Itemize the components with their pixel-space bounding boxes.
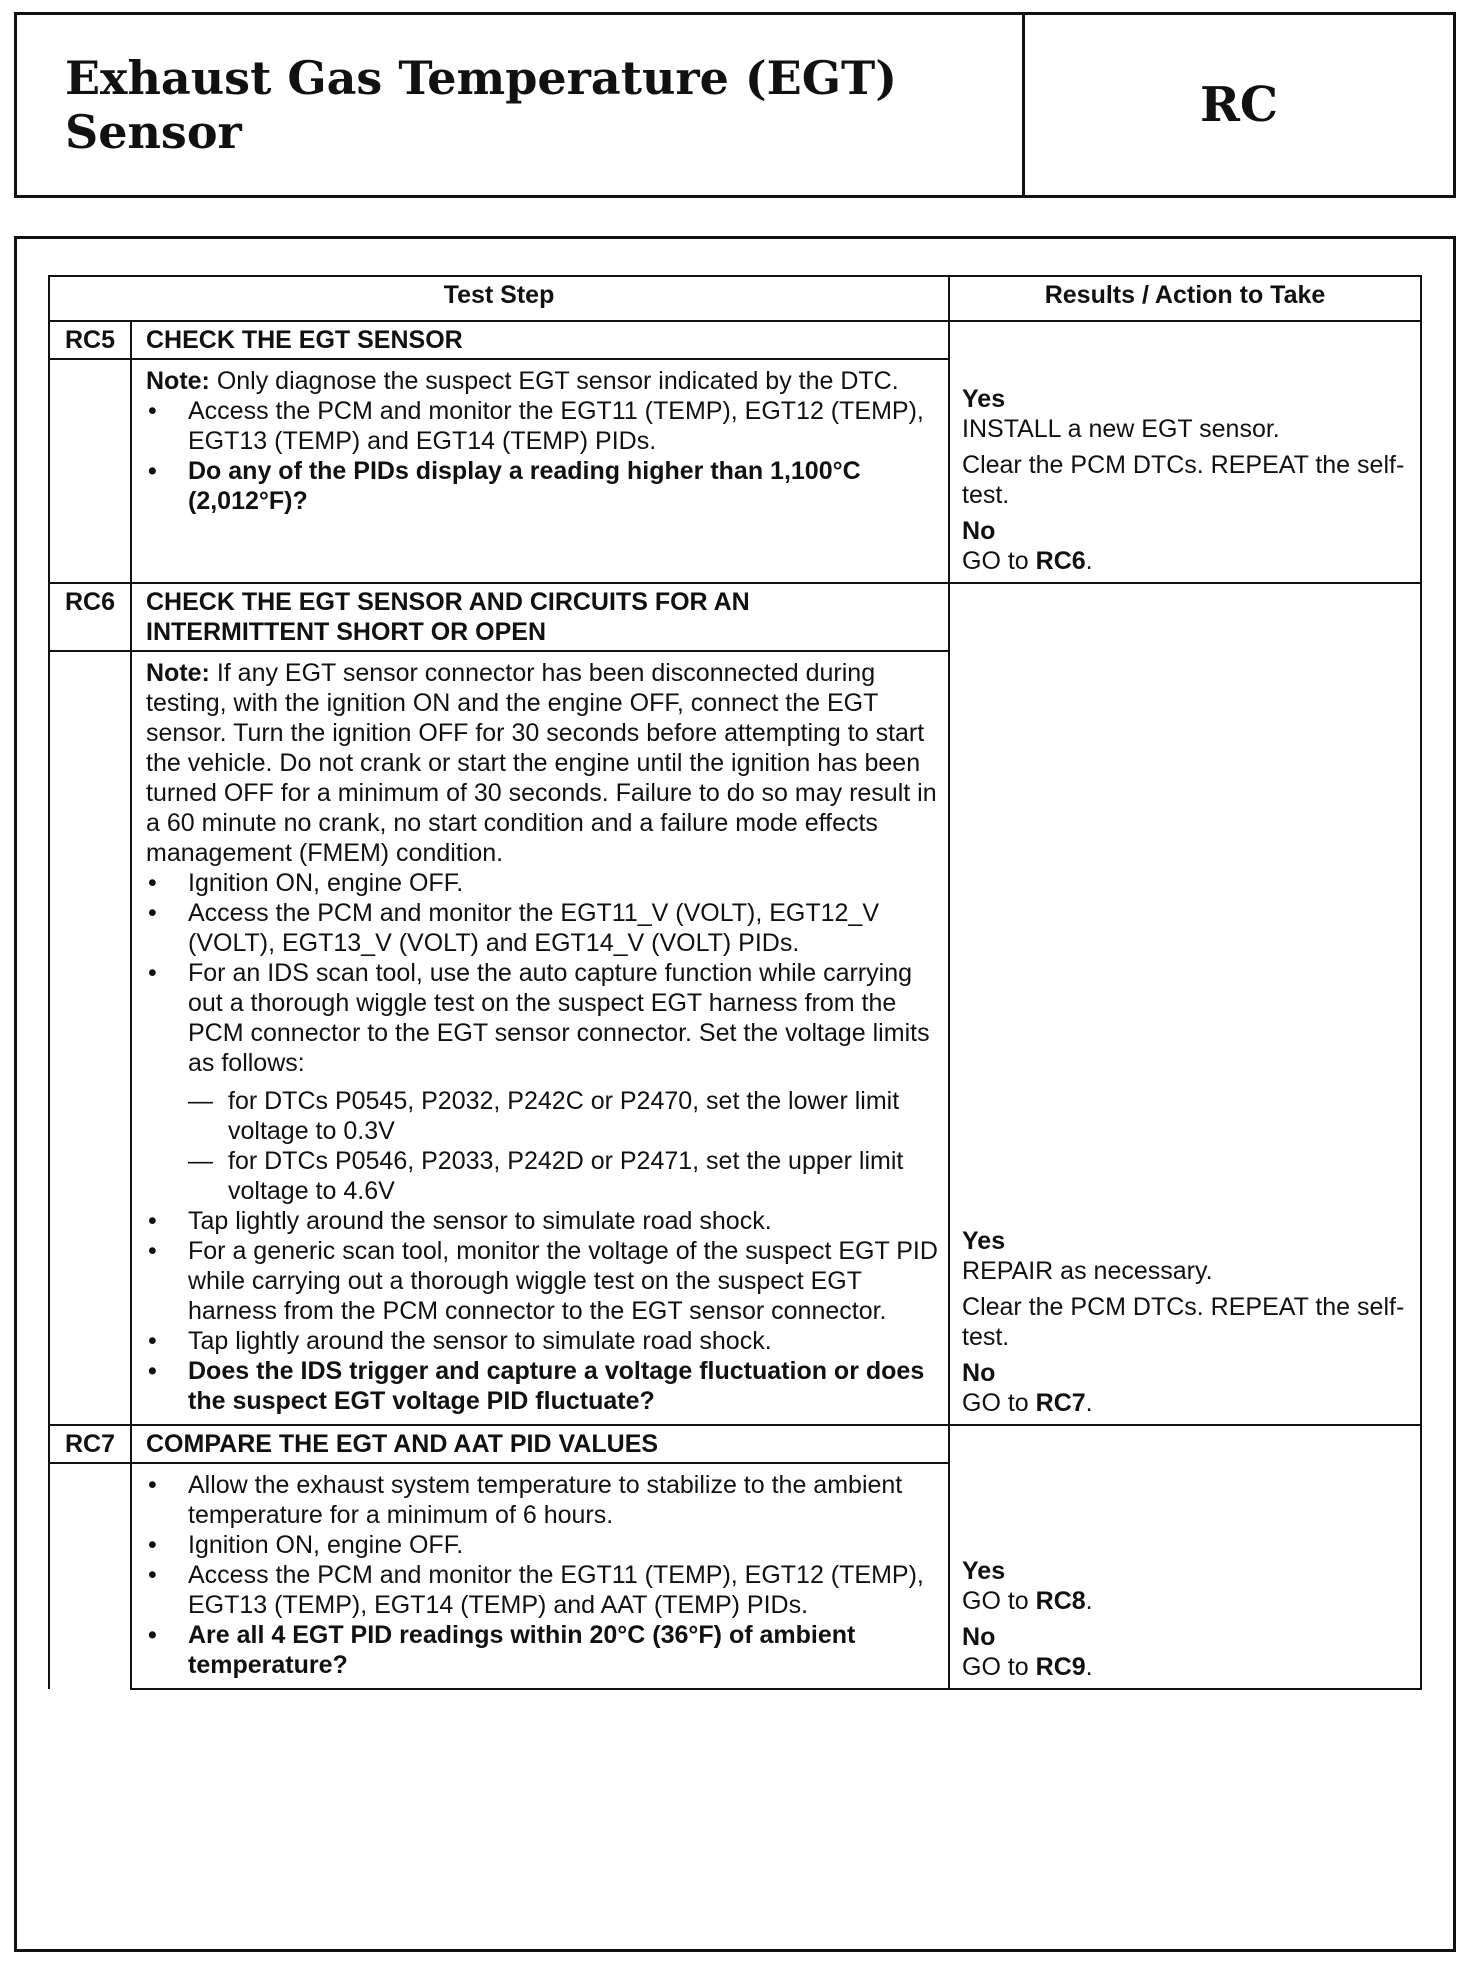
step-bullet: • Tap lightly around the sensor to simulate road shock. [146,1206,938,1236]
step-bullet: • Tap lightly around the sensor to simulate road shock. [146,1326,938,1356]
results-rc5 [949,321,1421,583]
step-note [146,658,938,868]
goto-end: . [1085,547,1093,575]
result-no-goto [962,546,1412,576]
step-bullet: • Ignition ON, engine OFF. [146,1530,938,1560]
result-yes-action: INSTALL a new EGT sensor. [962,415,1280,443]
step-bullet: • Allow the exhaust system temperature to stabilize to the ambient temperature for a minimum of 6 hours. [146,1470,938,1530]
step-title-rc7: COMPARE THE EGT AND AAT PID VALUES [131,1425,949,1463]
column-header-test-step: Test Step [49,276,949,321]
voltage-limit-item: — for DTCs P0545, P2032, P242C or P2470, set the lower limit voltage to 0.3V [188,1086,938,1146]
step-bullet-list [146,1470,938,1680]
result-yes-label: Yes [962,1557,1006,1585]
goto-text: GO to [962,1587,1036,1615]
result-yes-goto [962,1586,1412,1616]
result-no-label: No [962,1359,996,1387]
result-no-label: No [962,1623,996,1651]
voltage-limit-item: — for DTCs P0546, P2033, P242D or P2471, set the upper limit voltage to 4.6V [188,1146,938,1206]
step-note [146,366,938,396]
page-header [14,12,1456,198]
results-rc6 [949,583,1421,1425]
note-text: Only diagnose the suspect EGT sensor indicated by the DTC. [209,367,899,395]
test-step-table [48,275,1422,1690]
result-yes-label: Yes [962,1227,1006,1255]
result-no-goto [962,1388,1412,1418]
result-yes-extra: Clear the PCM DTCs. REPEAT the self-test. [962,1293,1405,1351]
id-spacer [49,359,131,583]
result-yes-extra: Clear the PCM DTCs. REPEAT the self-test. [962,451,1405,509]
step-bullet: • Access the PCM and monitor the EGT11 (TEMP), EGT12 (TEMP), EGT13 (TEMP) and EGT14 (TEMP) PIDs. [146,396,938,456]
goto-step-ref: RC8 [1035,1587,1086,1615]
goto-step-ref: RC6 [1035,547,1086,575]
note-label: Note: [146,659,210,687]
goto-end: . [1085,1587,1093,1615]
goto-end: . [1085,1389,1093,1417]
goto-text: GO to [962,1653,1036,1681]
step-bullet: • Access the PCM and monitor the EGT11_V (VOLT), EGT12_V (VOLT), EGT13_V (VOLT) and EGT14_V (VOLT) PIDs. [146,898,938,958]
step-question: • Are all 4 EGT PID readings within 20°C (36°F) of ambient temperature? [146,1620,938,1680]
goto-step-ref: RC9 [1035,1653,1086,1681]
step-body-rc7 [131,1463,949,1689]
step-id-rc5: RC5 [49,321,131,359]
note-text: If any EGT sensor connector has been disconnected during testing, with the ignition ON and the engine OFF, connect the EGT sensor. Turn the ignition OFF for 30 seconds before attempting to start the vehicle. Do not crank or start the engine until the ignition has been turned OFF for a minimum of 30 seconds. Failure to do so may result in a 60 minute no crank, no start condition and a failure mode effects management (FMEM) condition. [146,659,937,867]
step-body-rc6 [131,651,949,1425]
column-header-results: Results / Action to Take [949,276,1421,321]
step-question: • Does the IDS trigger and capture a voltage fluctuation or does the suspect EGT voltage PID fluctuate? [146,1356,938,1416]
step-title-rc6: CHECK THE EGT SENSOR AND CIRCUITS FOR AN INTERMITTENT SHORT OR OPEN [131,583,949,651]
result-no-goto [962,1652,1412,1682]
step-id-rc7: RC7 [49,1425,131,1463]
id-spacer [49,651,131,1425]
voltage-limit-list [188,1086,938,1206]
step-bullet-list [146,868,938,1416]
step-question: • Do any of the PIDs display a reading higher than 1,100°C (2,012°F)? [146,456,938,516]
step-rc6-heading-row [49,583,1421,651]
step-bullet: • Access the PCM and monitor the EGT11 (TEMP), EGT12 (TEMP), EGT13 (TEMP), EGT14 (TEMP) and AAT (TEMP) PIDs. [146,1560,938,1620]
results-rc7 [949,1425,1421,1689]
page-title: Exhaust Gas Temperature (EGT) Sensor [17,15,1025,195]
step-title-rc5: CHECK THE EGT SENSOR [131,321,949,359]
goto-end: . [1085,1653,1093,1681]
id-spacer [49,1463,131,1689]
step-rc5-heading-row [49,321,1421,359]
goto-text: GO to [962,547,1036,575]
step-bullet: • Ignition ON, engine OFF. [146,868,938,898]
result-no-label: No [962,517,996,545]
table-header-row [49,276,1421,321]
step-bullet-text: For an IDS scan tool, use the auto capture function while carrying out a thorough wiggle test on the suspect EGT harness from the PCM connector to the EGT sensor connector. Set the voltage limits as follows: [188,959,930,1077]
section-code: RC [1199,77,1279,133]
step-rc7-heading-row [49,1425,1421,1463]
step-bullet: • For a generic scan tool, monitor the voltage of the suspect EGT PID while carrying out a thorough wiggle test on the suspect EGT harness from the PCM connector to the EGT sensor connector. [146,1236,938,1326]
step-bullet [146,958,938,1206]
step-id-rc6: RC6 [49,583,131,651]
goto-step-ref: RC7 [1035,1389,1086,1417]
result-yes-label: Yes [962,385,1006,413]
note-label: Note: [146,367,210,395]
step-bullet-list [146,396,938,516]
result-yes-action: REPAIR as necessary. [962,1257,1213,1285]
goto-text: GO to [962,1389,1036,1417]
step-body-rc5 [131,359,949,583]
